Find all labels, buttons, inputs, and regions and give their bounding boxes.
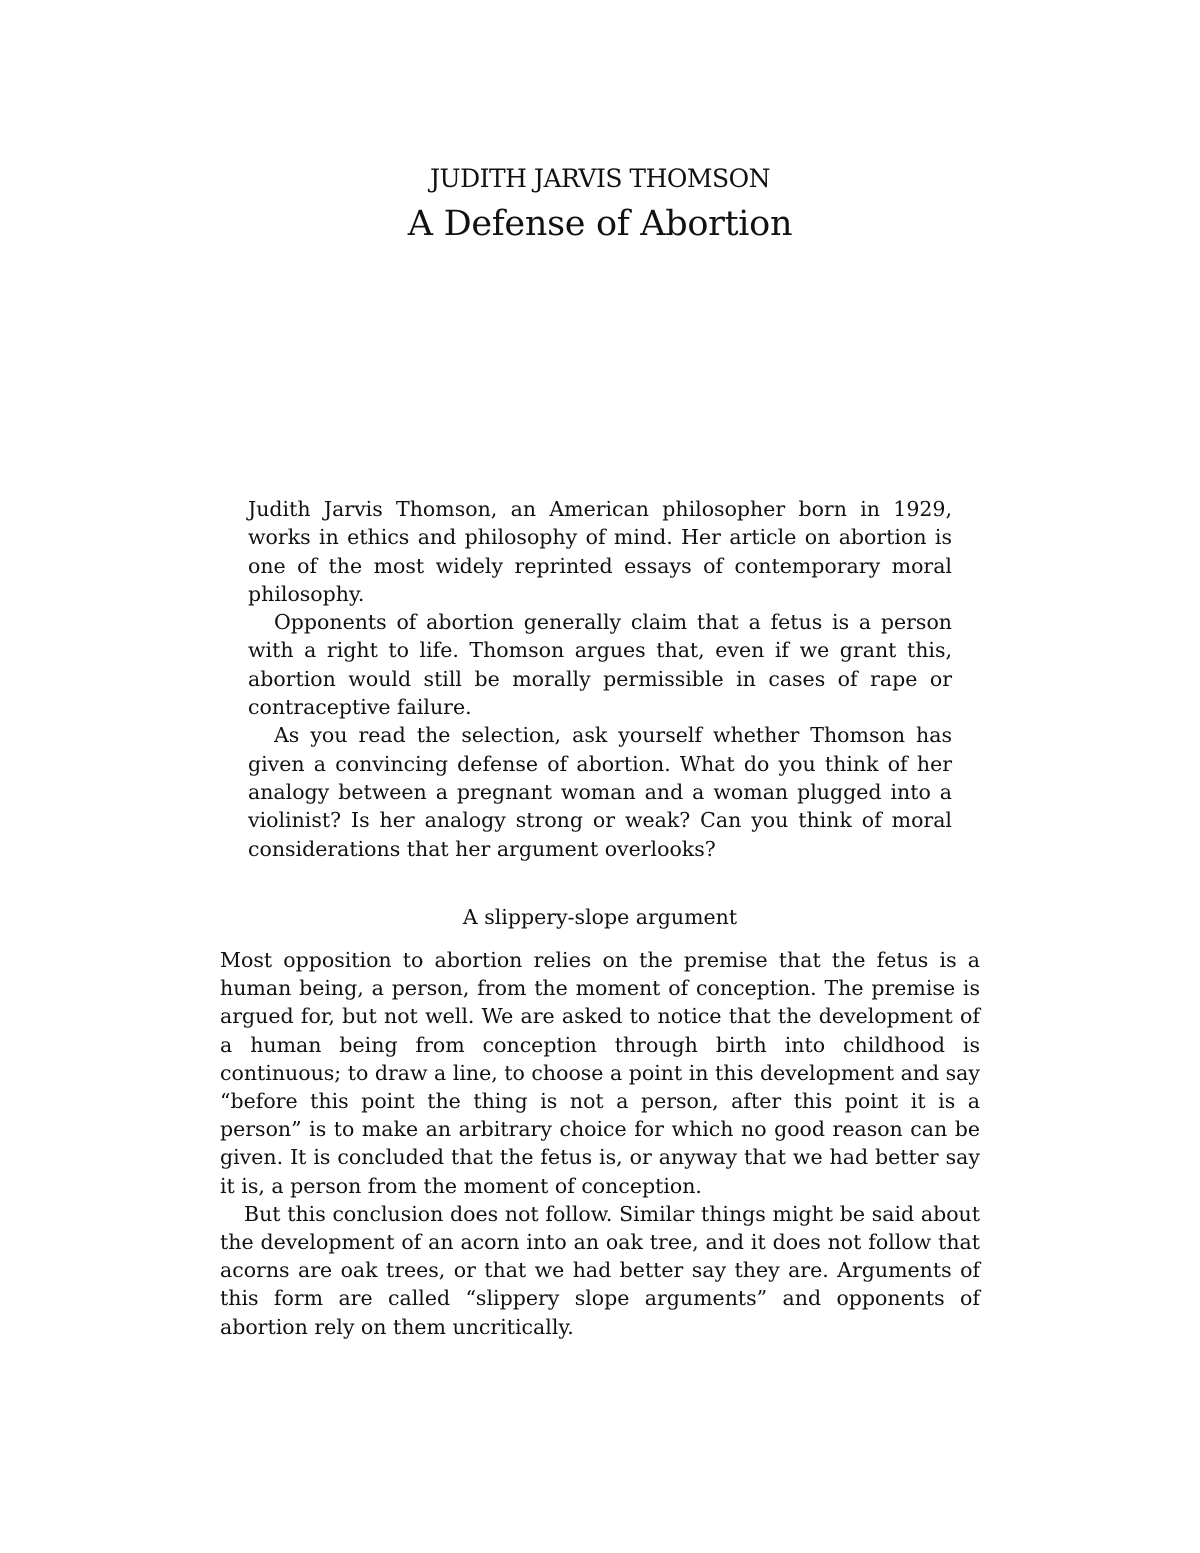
section-body bbox=[220, 946, 980, 1341]
body-paragraph: Most opposition to abortion relies on the premise that the fetus is a human being, a person, from the moment of conception. The premise is argued for, but not well. We are asked to notice that the development of a human being from conception through birth into childhood is continuous; to draw a line, to choose a point in this development and say “before this point the thing is not a person, after this point it is a person” is to make an arbitrary choice for which no good reason can be given. It is concluded that the fetus is, or anyway that we had better say it is, a person from the moment of conception. bbox=[220, 948, 980, 1198]
author-name: JUDITH JARVIS THOMSON bbox=[429, 164, 770, 193]
intro-paragraph: Opponents of abortion generally claim that a fetus is a person with a right to life. Thomson argues that, even if we grant this, abortion would still be morally permissible in cases of rape or contraceptive failure. bbox=[248, 610, 952, 720]
article-title: A Defense of Abortion bbox=[407, 204, 793, 244]
body-paragraph: But this conclusion does not follow. Similar things might be said about the development of an acorn into an oak tree, and it does not follow that acorns are oak trees, or that we had better say they are. Arguments of this form are called “slippery slope arguments” and opponents of abortion rely on them uncritically. bbox=[220, 1201, 980, 1339]
intro-paragraph: As you read the selection, ask yourself whether Thomson has given a convincing defense of abortion. What do you think of her analogy between a pregnant woman and a woman plugged into a violinist? Is her analogy strong or weak? Can you think of moral considerations that her argument overlooks? bbox=[248, 723, 952, 861]
section-heading: A slippery-slope argument bbox=[462, 905, 738, 929]
intro-paragraph: Judith Jarvis Thomson, an American philosopher born in 1929, works in ethics and philosophy of mind. Her article on abortion is one of the most widely reprinted essays of contemporary moral philosophy. bbox=[248, 497, 952, 606]
introduction bbox=[248, 495, 952, 863]
